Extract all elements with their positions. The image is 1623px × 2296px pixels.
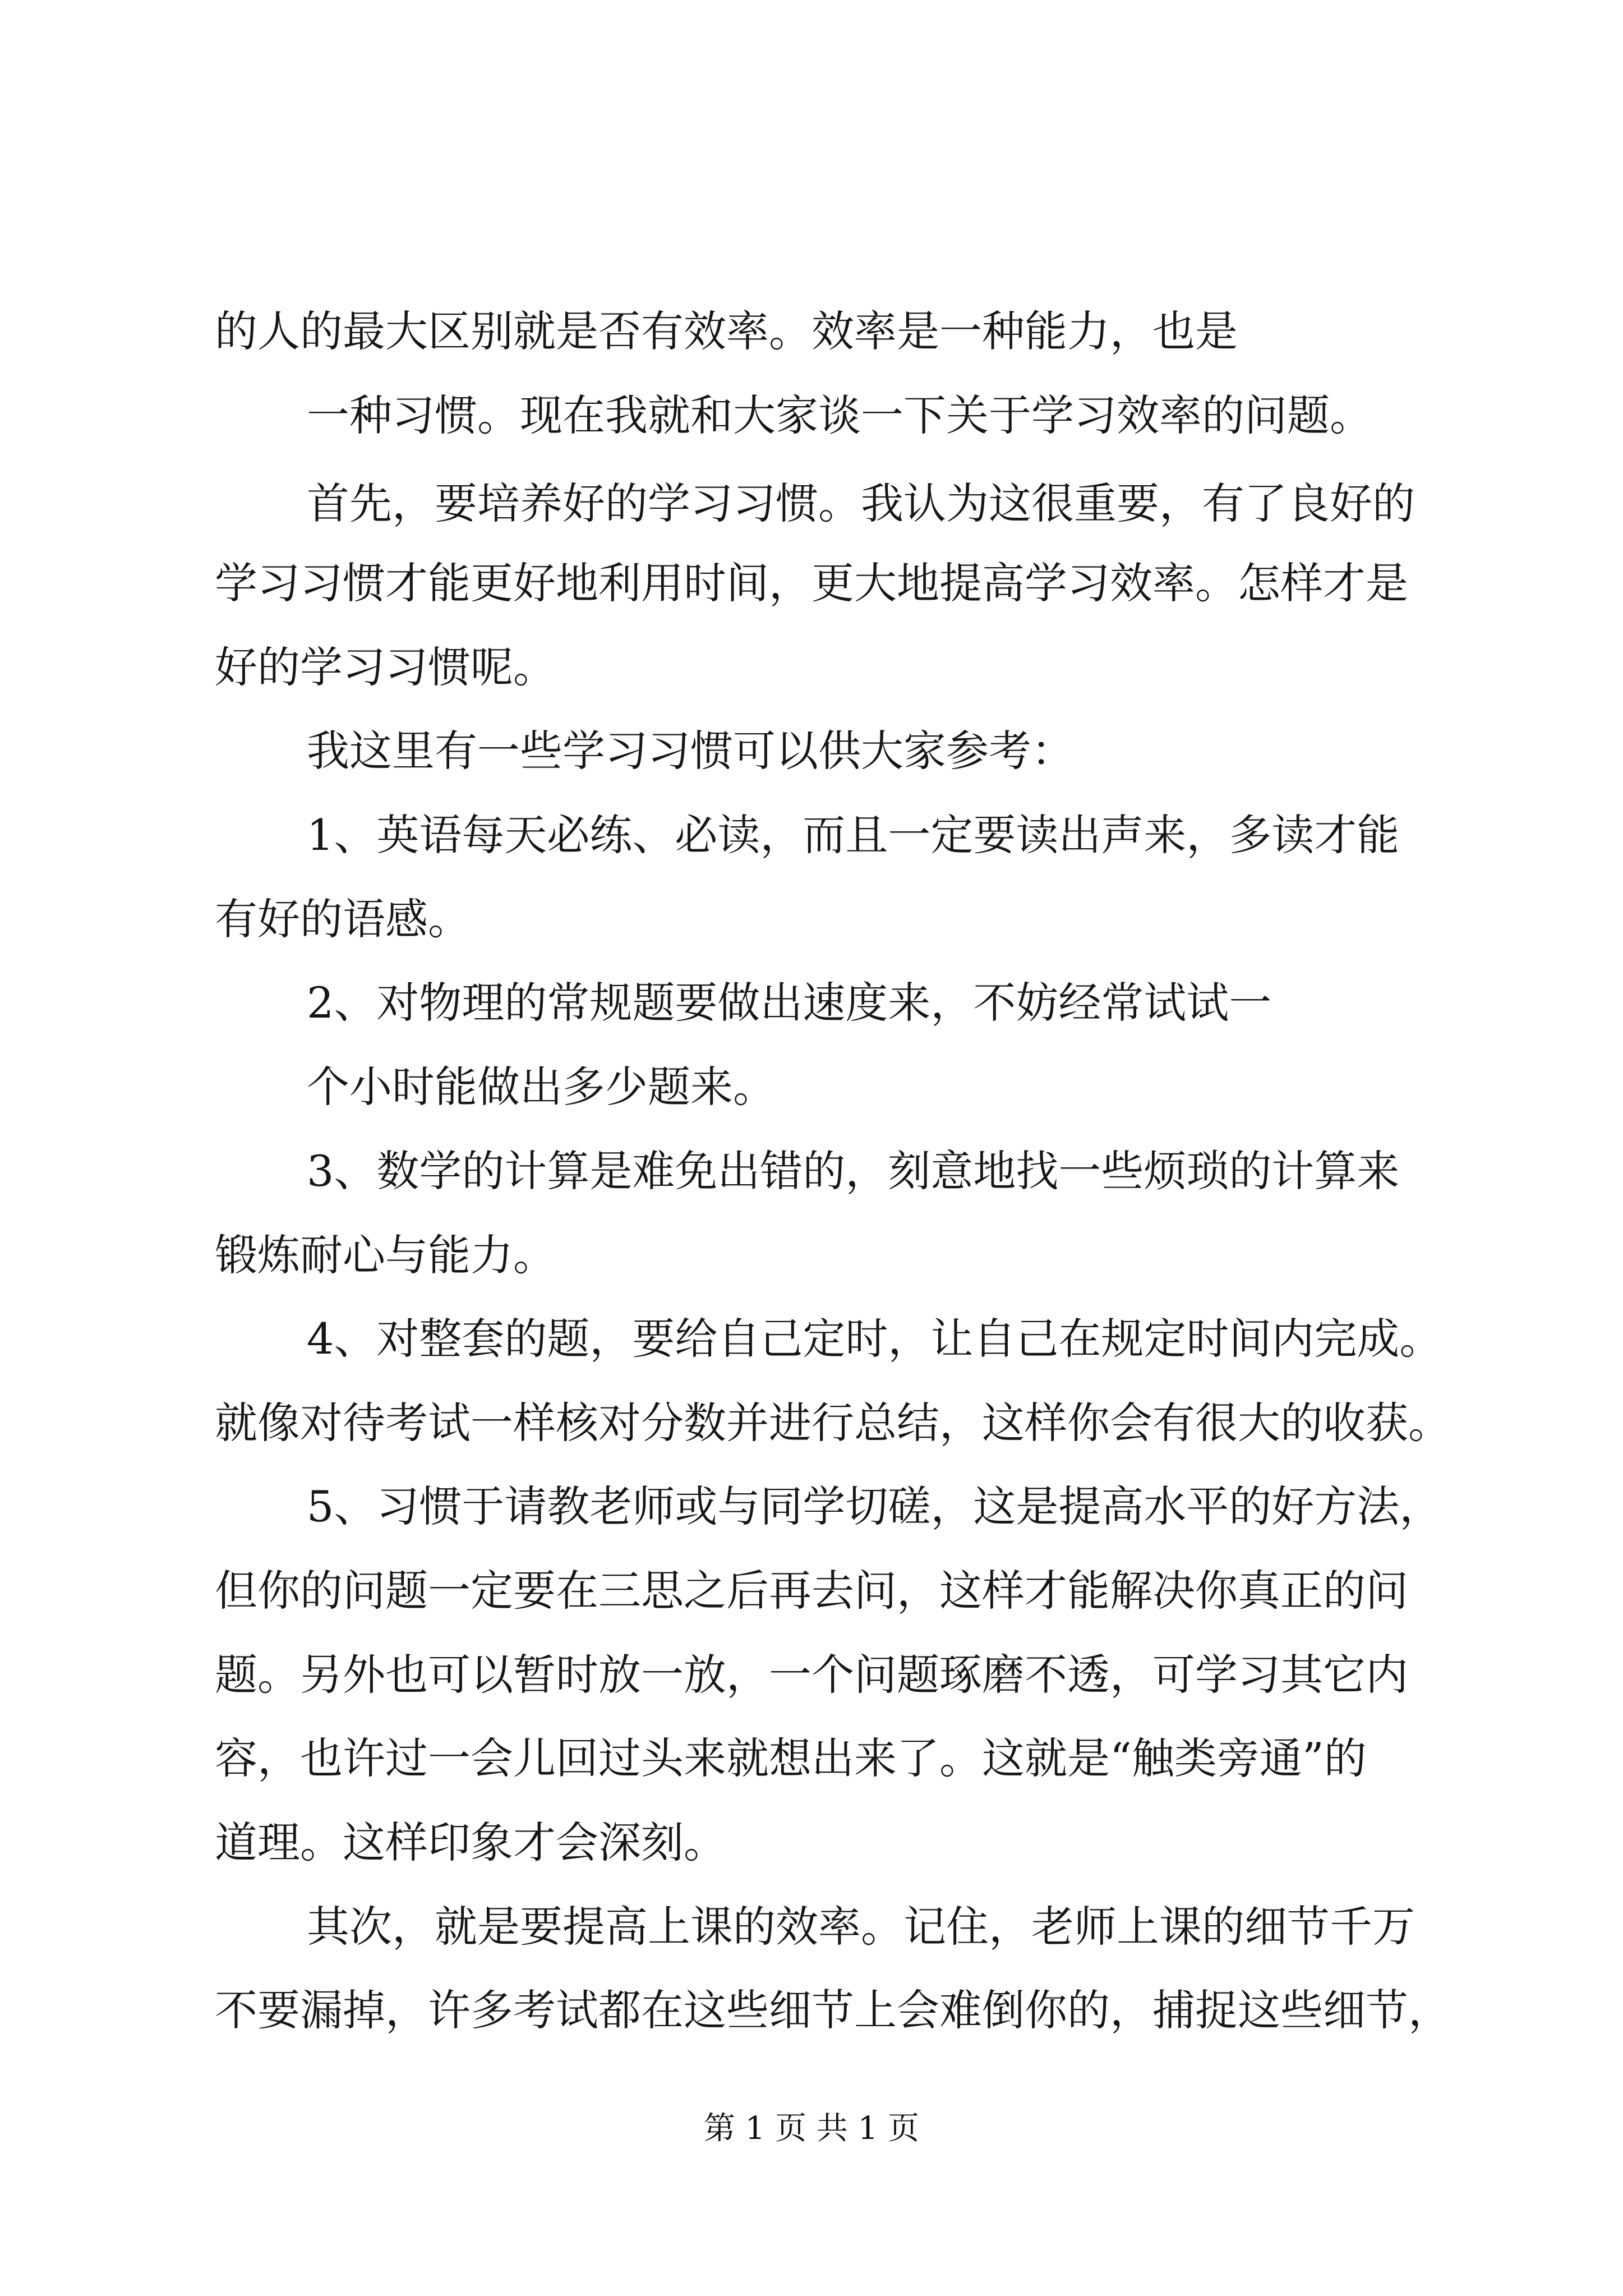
text-line: 1、英语每天必练、必读，而且一定要读出声来，多读才能 xyxy=(307,810,1400,860)
page-footer: 第 1 页 共 1 页 xyxy=(703,2110,920,2147)
text-line: 有好的语感。 xyxy=(215,894,471,944)
text-line: 2、对物理的常规题要做出速度来，不妨经常试试一 xyxy=(307,978,1272,1028)
text-line: 题。另外也可以暂时放一放，一个问题琢磨不透，可学习其它内 xyxy=(215,1650,1408,1700)
text-line: 就像对待考试一样核对分数并进行总结，这样你会有很大的收获。 xyxy=(215,1398,1451,1448)
text-line: 锻炼耐心与能力。 xyxy=(215,1230,556,1280)
text-line: 4、对整套的题，要给自己定时，让自己在规定时间内完成。 xyxy=(307,1314,1442,1364)
text-line: 其次，就是要提高上课的效率。记住，老师上课的细节千万 xyxy=(307,1902,1415,1952)
text-line: 我这里有一些学习习惯可以供大家参考： xyxy=(307,726,1074,776)
text-line: 5、习惯于请教老师或与同学切磋，这是提高水平的好方法， xyxy=(307,1481,1442,1531)
text-line: 不要漏掉，许多考试都在这些细节上会难倒你的，捕捉这些细节， xyxy=(215,1985,1451,2035)
text-line: 个小时能做出多少题来。 xyxy=(307,1062,776,1112)
text-line: 容，也许过一会儿回过头来就想出来了。这就是“触类旁通”的 xyxy=(215,1733,1367,1783)
text-line: 首先，要培养好的学习习惯。我认为这很重要，有了良好的 xyxy=(307,478,1415,528)
text-line: 3、数学的计算是难免出错的，刻意地找一些烦琐的计算来 xyxy=(307,1146,1400,1196)
text-line: 一种习惯。现在我就和大家谈一下关于学习效率的问题。 xyxy=(307,390,1372,440)
text-line: 的人的最大区别就是否有效率。效率是一种能力，也是 xyxy=(215,306,1238,356)
text-line: 但你的问题一定要在三思之后再去问，这样才能解决你真正的问 xyxy=(215,1566,1408,1616)
text-line: 学习习惯才能更好地利用时间，更大地提高学习效率。怎样才是 xyxy=(215,558,1408,608)
text-line: 好的学习习惯呢。 xyxy=(215,642,556,692)
text-line: 道理。这样印象才会深刻。 xyxy=(215,1818,726,1867)
